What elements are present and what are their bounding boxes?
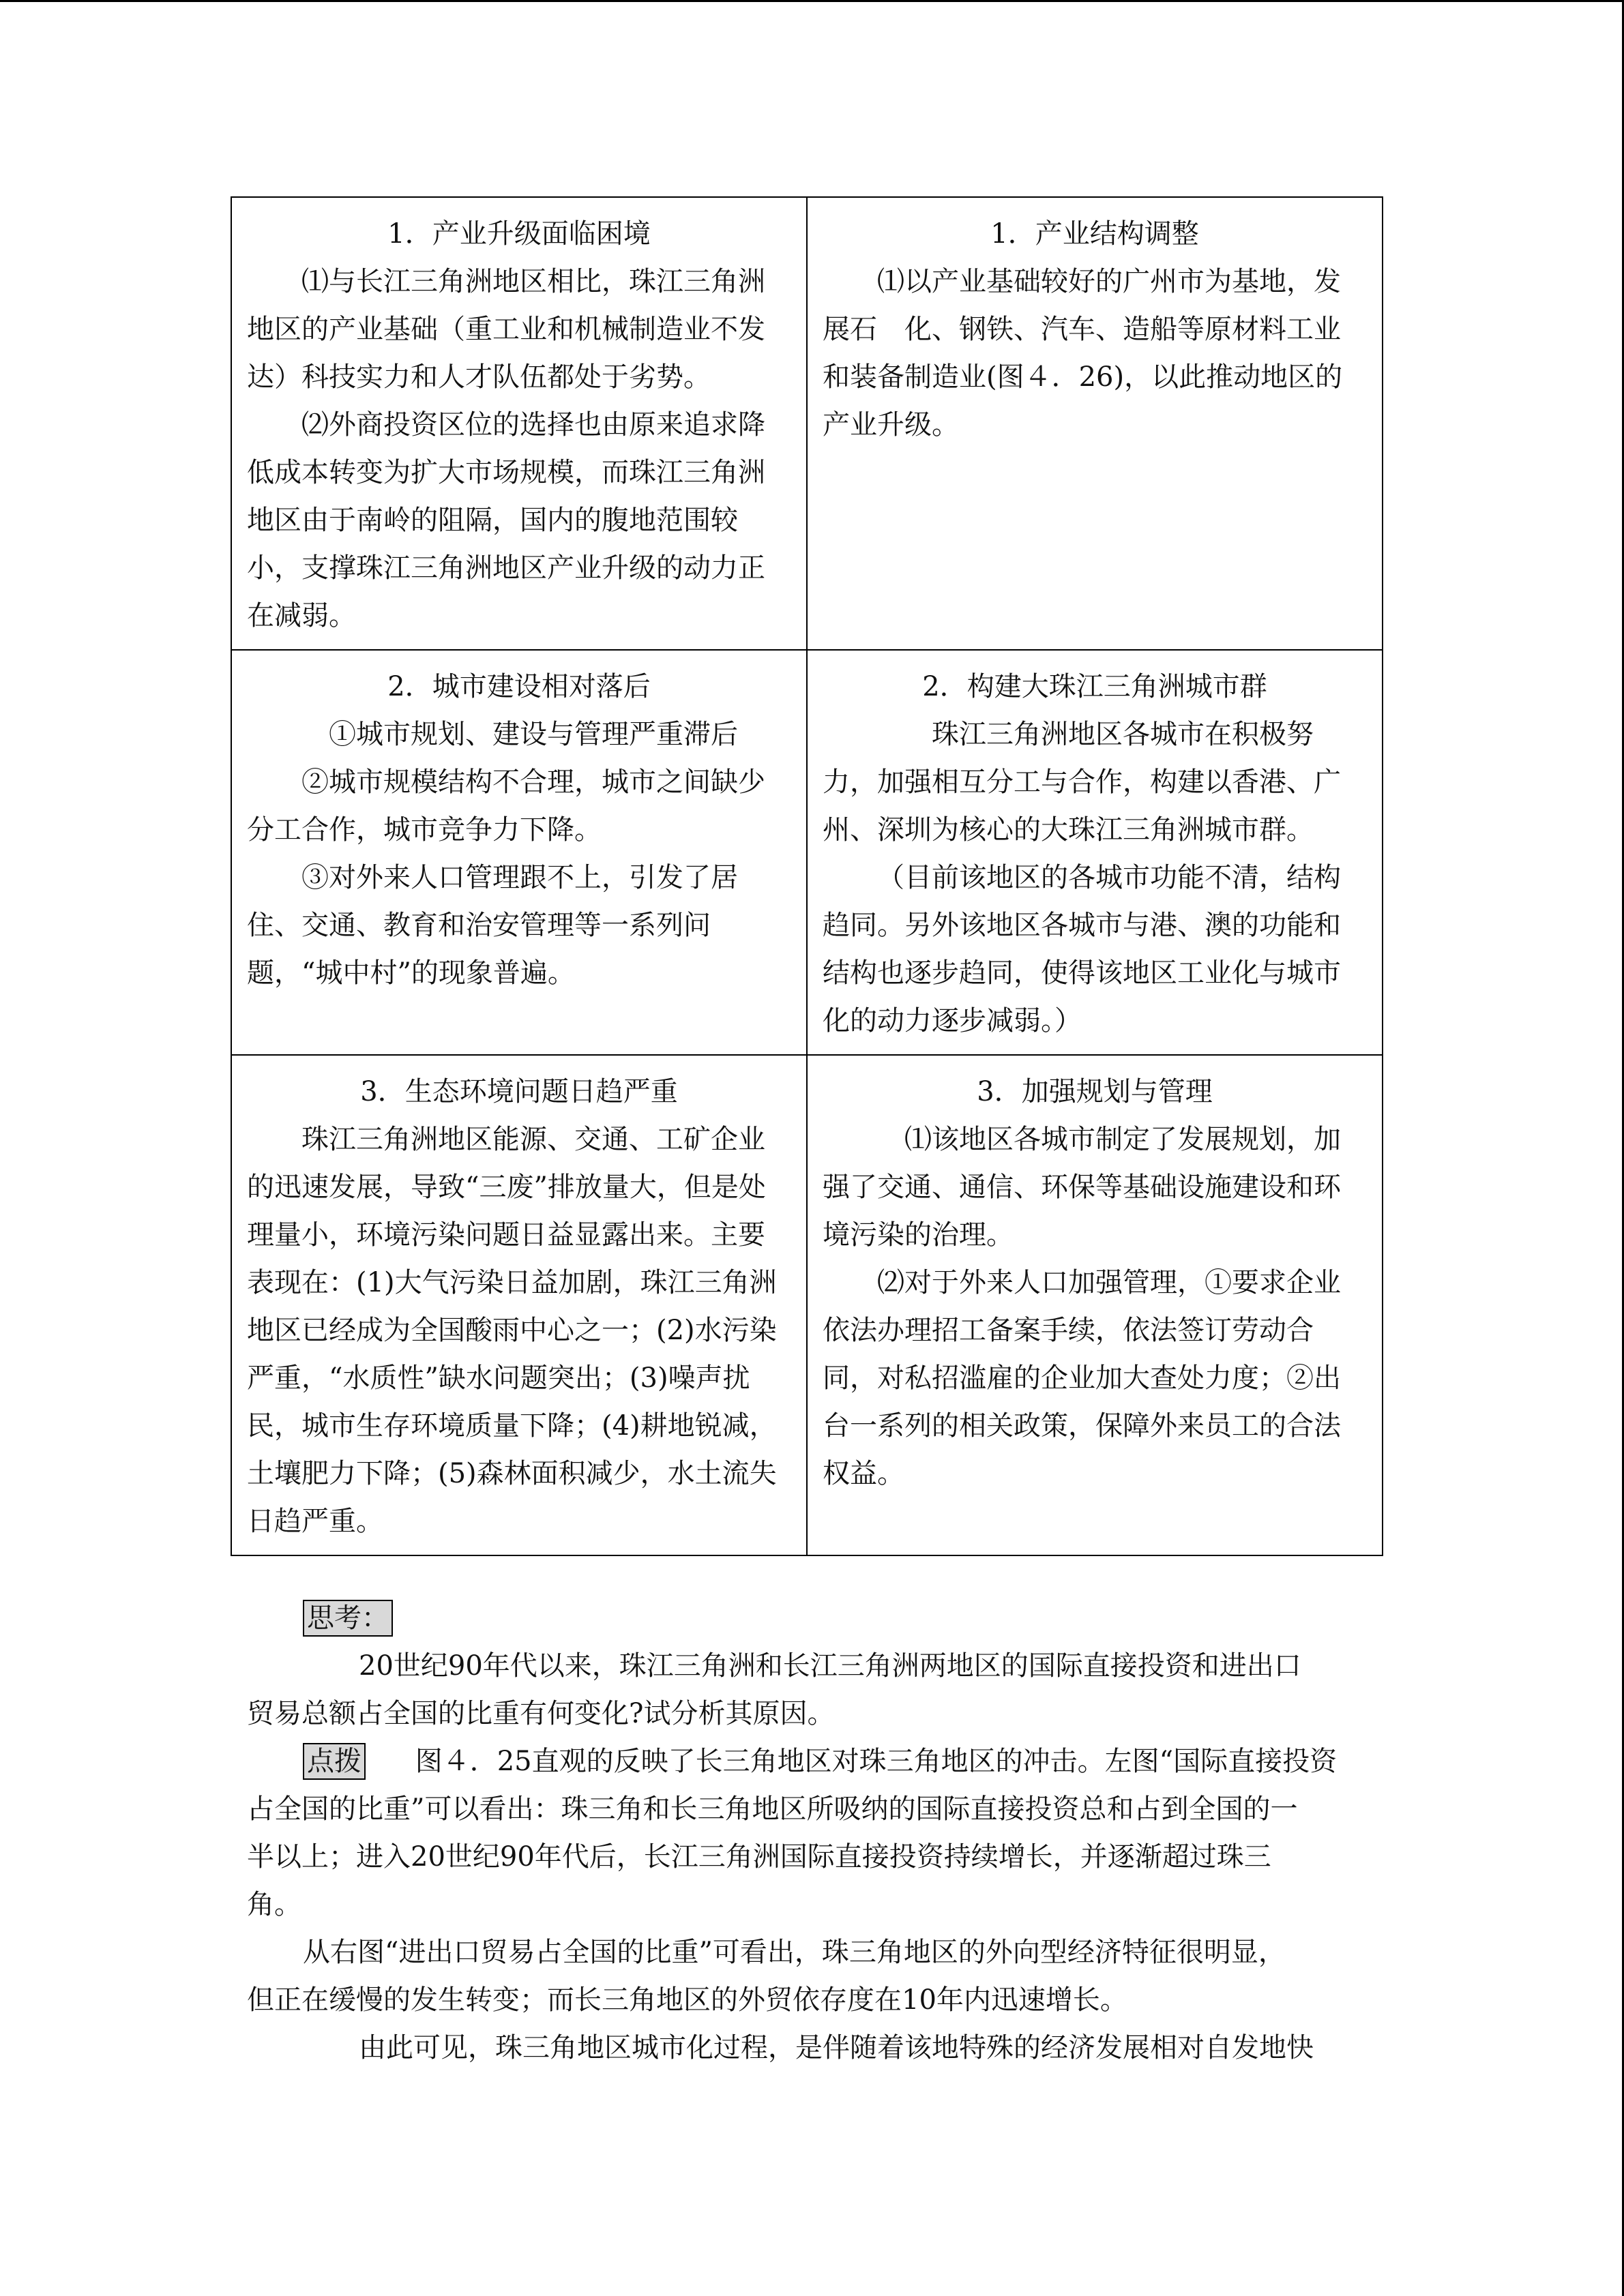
table-row xyxy=(231,197,1383,650)
cell-paragraph: 珠江三角洲地区能源、交通、工矿企业的迅速发展，导致“三废”排放量大，但是处理量小，环境污染问题日益显露出来。主要表现在：(1)大气污染日益加剧，珠江三角洲地区已经成为全国酸雨中心之一；(2)水污染严重，“水质性”缺水问题突出；(3)噪声扰民，城市生存环境质量下降；(4)耕地锐减，土壤肥力下降；(5)森林面积减少，水土流失日趋严重。 xyxy=(247,1124,777,1537)
cell-paragraph: ⑴与长江三角洲地区相比，珠江三角洲地区的产业基础（重工业和机械制造业不发达）科技实力和人才队伍都处于劣势。 xyxy=(247,266,765,393)
table-row xyxy=(231,650,1383,1055)
problem-cell-industry xyxy=(231,197,807,650)
thinking-question-line: 20世纪90年代以来，珠江三角洲和长江三角洲两地区的国际直接投资和进出口 xyxy=(359,1650,1301,1682)
problem-cell-environment xyxy=(231,1055,807,1555)
hint-text: 图４．25直观的反映了长三角地区对珠三角地区的冲击。左图“国际直接投资 xyxy=(415,1746,1338,1777)
measure-cell-environment xyxy=(807,1055,1383,1555)
discussion-text xyxy=(247,1594,1379,2072)
conclusion-line: 由此可见，珠三角地区城市化过程，是伴随着该地特殊的经济发展相对自发地快 xyxy=(359,2032,1314,2063)
cell-paragraph: ①城市规划、建设与管理严重滞后 xyxy=(329,719,738,750)
thinking-question-line: 贸易总额占全国的比重有何变化?试分析其原因。 xyxy=(247,1698,835,1729)
cell-title: 3．加强规划与管理 xyxy=(977,1076,1213,1107)
hint-line xyxy=(247,1738,1379,1785)
cell-paragraph: ⑴该地区各城市制定了发展规划，加强了交通、通信、环保等基础设施建设和环境污染的治理。 xyxy=(823,1124,1341,1251)
cell-title: 3．生态环境问题日趋严重 xyxy=(360,1076,678,1107)
comparison-table xyxy=(231,196,1383,1556)
cell-paragraph: ②城市规模结构不合理，城市之间缺少分工合作，城市竞争力下降。 xyxy=(247,766,765,846)
cell-title: 2．城市建设相对落后 xyxy=(387,671,651,702)
thinking-heading-line xyxy=(247,1594,1379,1642)
hint-line: 半以上；进入20世纪90年代后，长江三角洲国际直接投资持续增长，并逐渐超过珠三 xyxy=(247,1841,1271,1873)
table-row xyxy=(231,1055,1383,1555)
cell-paragraph: ③对外来人口管理跟不上，引发了居住、交通、教育和治安管理等一系列问题，“城中村”的现象普遍。 xyxy=(247,862,738,989)
cell-paragraph: 珠江三角洲地区各城市在积极努力，加强相互分工与合作，构建以香港、广州、深圳为核心的大珠江三角洲城市群。 xyxy=(823,719,1341,846)
cell-title: 1．产业结构调整 xyxy=(990,218,1199,250)
cell-title: 1．产业升级面临困境 xyxy=(387,218,651,250)
measure-cell-city xyxy=(807,650,1383,1055)
analysis-line: 但正在缓慢的发生转变；而长三角地区的外贸依存度在10年内迅速增长。 xyxy=(247,1984,1127,2016)
hint-line: 占全国的比重”可以看出：珠三角和长三角地区所吸纳的国际直接投资总和占到全国的一 xyxy=(247,1793,1298,1825)
cell-title: 2．构建大珠江三角洲城市群 xyxy=(922,671,1267,702)
measure-cell-industry xyxy=(807,197,1383,650)
thinking-tag: 思考： xyxy=(303,1600,393,1637)
hint-line: 角。 xyxy=(247,1889,301,1920)
problem-cell-city xyxy=(231,650,807,1055)
cell-paragraph: ⑵外商投资区位的选择也由原来追求降低成本转变为扩大市场规模，而珠江三角洲地区由于南岭的阻隔，国内的腹地范围较小，支撑珠江三角洲地区产业升级的动力正在减弱。 xyxy=(247,409,765,631)
cell-paragraph: ⑵对于外来人口加强管理，①要求企业依法办理招工备案手续，依法签订劳动合同，对私招滥雇的企业加大查处力度；②出台一系列的相关政策，保障外来员工的合法权益。 xyxy=(823,1267,1341,1489)
page-top-border xyxy=(0,0,1624,2)
cell-paragraph: （目前该地区的各城市功能不清，结构趋同。另外该地区各城市与港、澳的功能和结构也逐步趋同，使得该地区工业化与城市化的动力逐步减弱。） xyxy=(823,862,1341,1037)
hint-tag: 点拨 xyxy=(303,1743,366,1780)
cell-paragraph: ⑴以产业基础较好的广州市为基地，发展石 化、钢铁、汽车、造船等原材料工业和装备制造业(图４．26)，以此推动地区的产业升级。 xyxy=(823,266,1343,441)
analysis-line: 从右图“进出口贸易占全国的比重”可看出，珠三角地区的外向型经济特征很明显， xyxy=(303,1937,1286,1968)
